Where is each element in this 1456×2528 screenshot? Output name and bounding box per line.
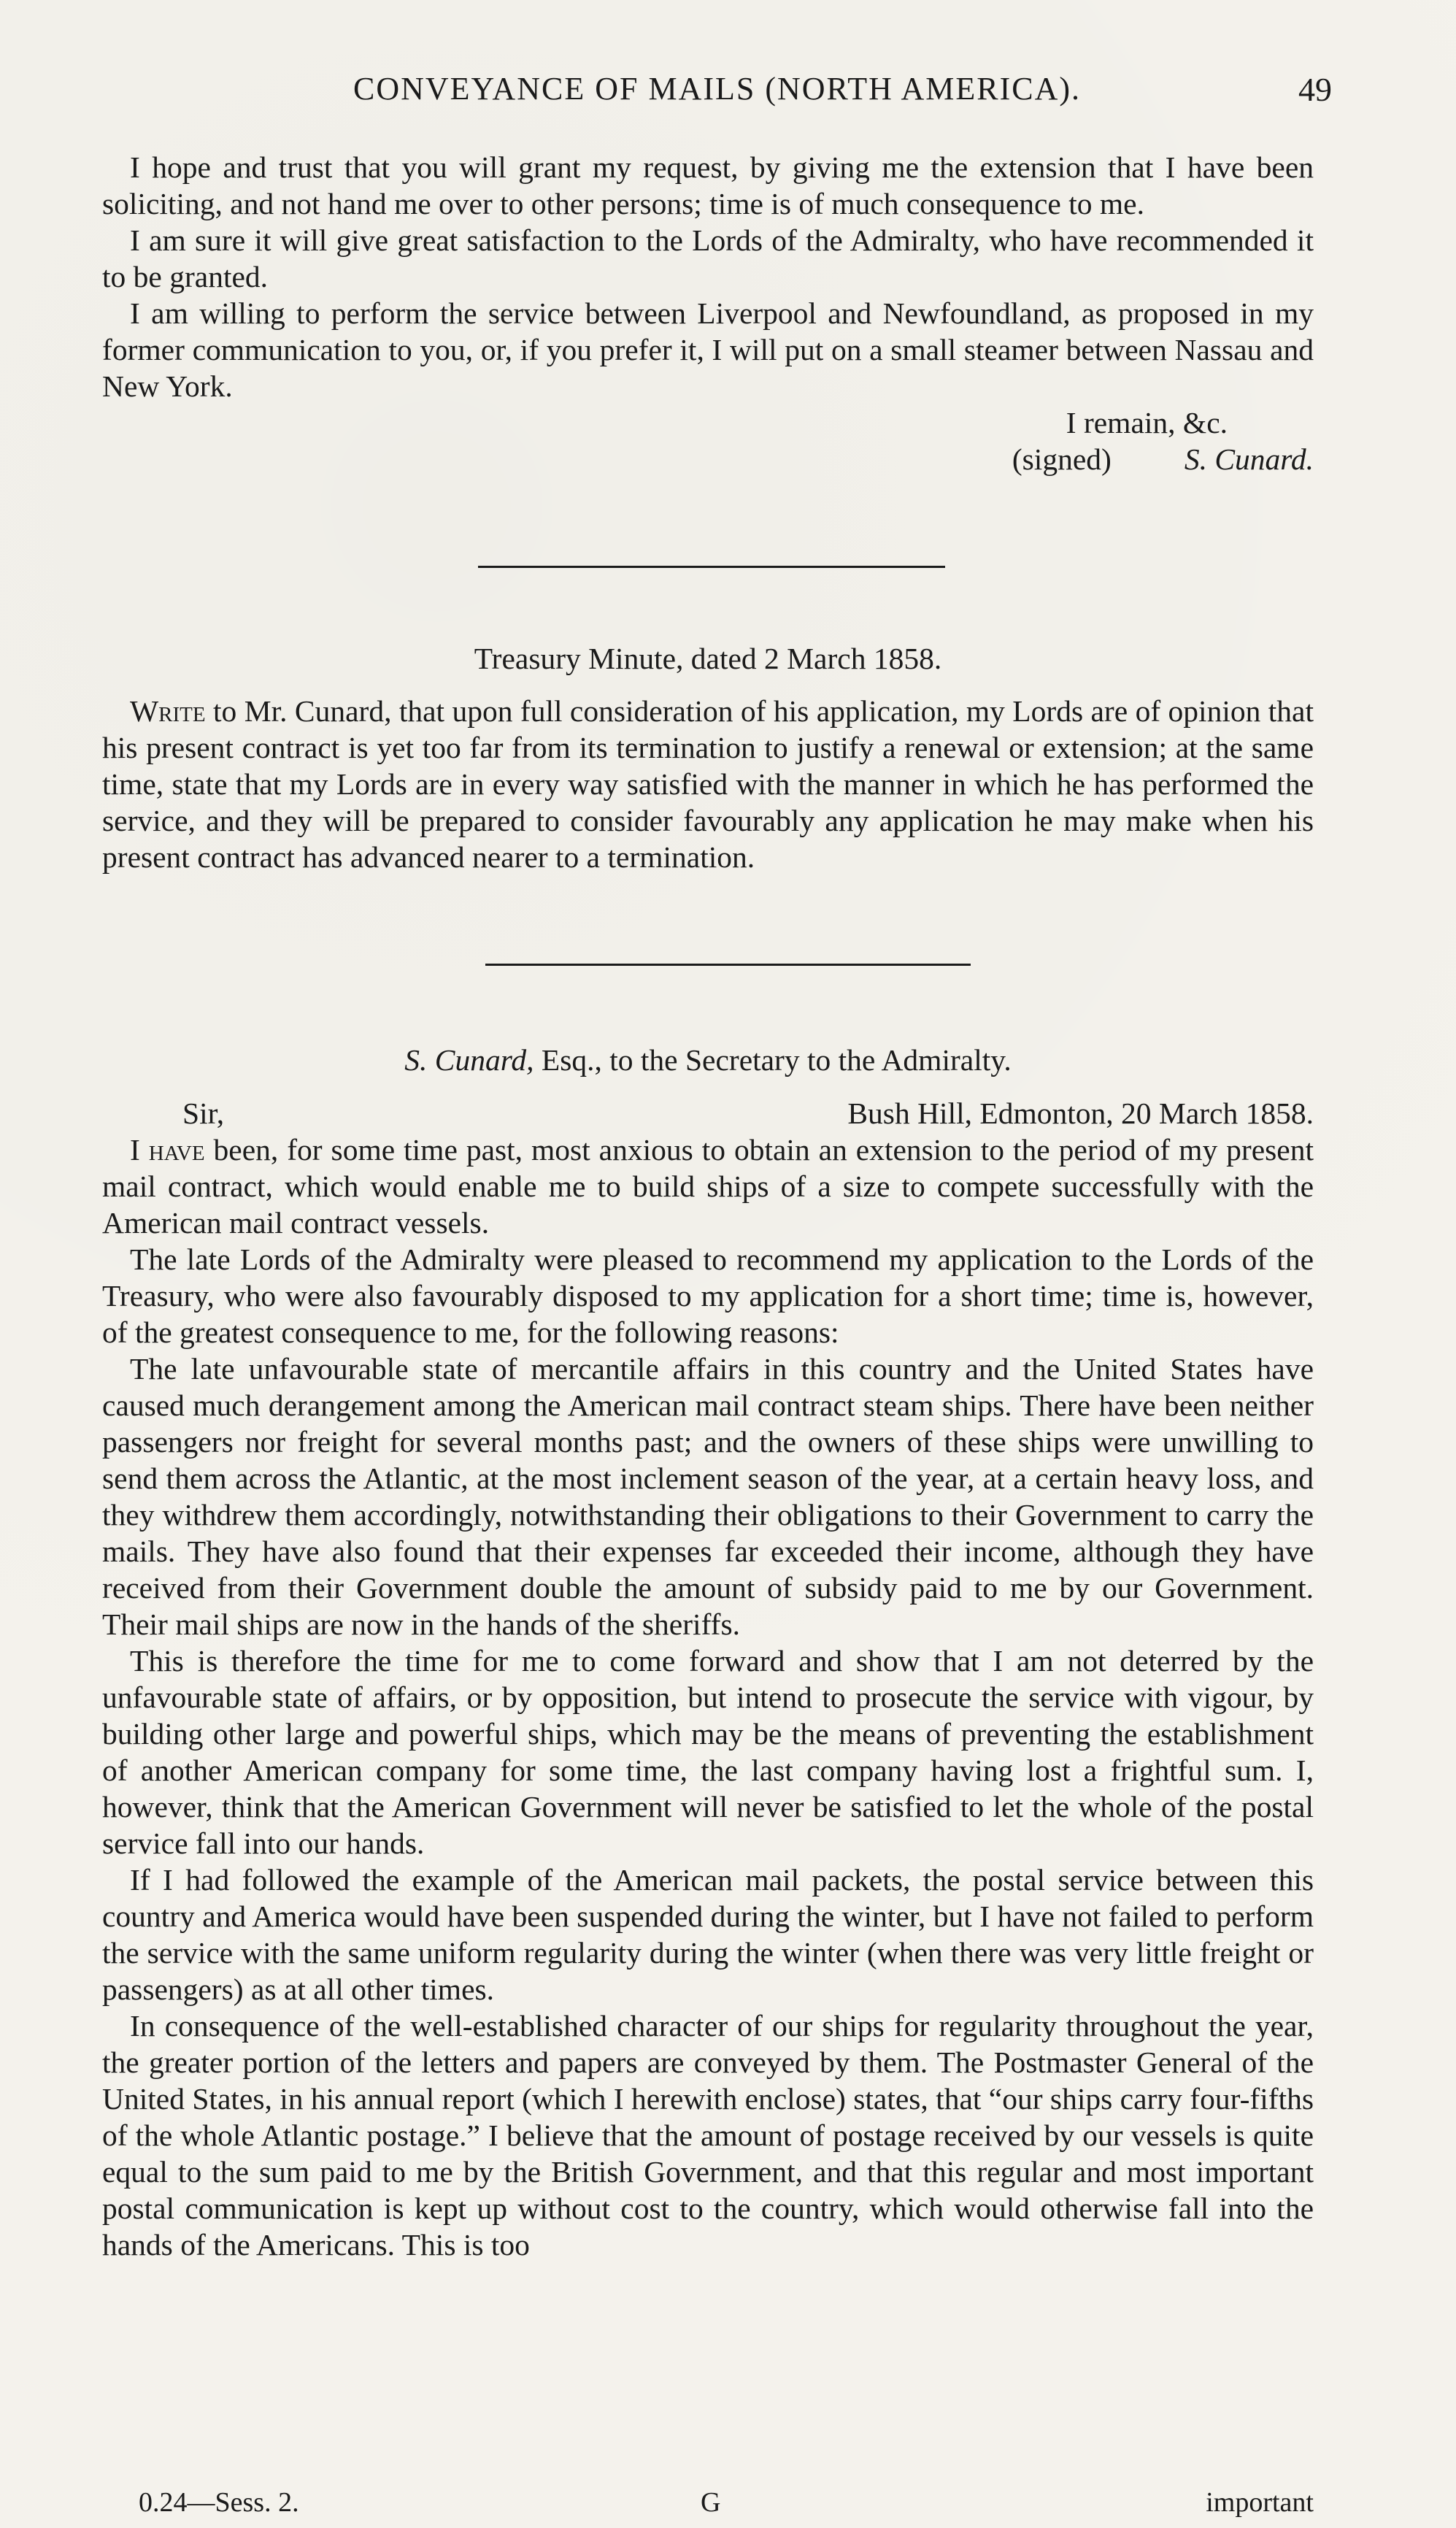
section-divider-1 bbox=[478, 566, 945, 568]
first-word-prefix: I bbox=[130, 1133, 149, 1167]
signature-name: S. Cunard. bbox=[1184, 442, 1314, 476]
letter2-paragraph-4: This is therefore the time for me to come forward and show that I am not deterred by the unfavourable state of affairs, or by opposition, but intend to prosecute the service with vigour, by building other large and powerful ships, which may be the means of preventing the establishment of another American company for some time, the last company having lost a frightful sum. I, however, think that the American Government will never be satisfied to let the whole of the postal service fall into our hands. bbox=[102, 1644, 1314, 1860]
closing-remain: I remain, &c. bbox=[1066, 406, 1228, 439]
minute-first-word: Write bbox=[130, 694, 206, 728]
salutation: Sir, bbox=[182, 1096, 225, 1130]
letter1-paragraph-2: I am sure it will give great satisfaction to the Lords of the Admiralty, who have recommended it to be granted. bbox=[102, 223, 1314, 293]
running-title: CONVEYANCE OF MAILS (NORTH AMERICA). bbox=[353, 71, 1082, 107]
letter2-paragraph-6: In consequence of the well-established character of our ships for regularity throughout the year, the greater portion of the letters and papers are conveyed by them. The Postmaster General of the United States, in his annual report (which I herewith enclose) states, that “our ships carry four-fifths of the whole Atlantic postage.” I believe that the amount of postage received by our vessels is quite equal to the sum paid to me by the British Government, and that this regular and most important postal communication is kept up without cost to the country, which would otherwise fall into the hands of the Americans. This is too bbox=[102, 2009, 1314, 2262]
signature-line bbox=[102, 441, 1314, 477]
minute-paragraph bbox=[102, 693, 1314, 875]
letter2-heading-name: S. Cunard, bbox=[404, 1043, 534, 1077]
letter2-paragraph-3: The late unfavourable state of mercantile affairs in this country and the United States have caused much derangement among the American mail contract steam ships. There have been neither passengers nor freight for several months past; and the owners of these ships were unwilling to send them across the Atlantic, at the most inclement season of the year, at a certain heavy loss, and they withdrew them accordingly, notwithstanding their obligations to their Government to carry the mails. They have also found that their expenses far exceeded their income, although they have received from their Government double the amount of subsidy paid to me by our Government. Their mail ships are now in the hands of the sheriffs. bbox=[102, 1352, 1314, 1641]
section-divider-2 bbox=[485, 964, 971, 966]
first-para-rest: been, for some time past, most anxious to obtain an extension to the period of my present mail contract, which would enable me to build ships of a size to compete successfully with the American mail contract vessels. bbox=[102, 1133, 1314, 1240]
treasury-minute bbox=[102, 693, 1314, 875]
cunard-letter bbox=[102, 1095, 1314, 2263]
signed-label: (signed) bbox=[1012, 442, 1112, 476]
closing-line bbox=[102, 404, 1314, 441]
letter1-paragraph-3: I am willing to perform the service between Liverpool and Newfoundland, as proposed in my former communication to you, or, if you prefer it, I will put on a small steamer between Nassau and New York. bbox=[102, 296, 1314, 403]
page-number: 49 bbox=[1298, 71, 1332, 108]
first-word-smallcaps: have bbox=[148, 1133, 205, 1167]
letter2-heading-rest: Esq., to the Secretary to the Admiralty. bbox=[534, 1043, 1012, 1077]
address-date: Bush Hill, Edmonton, 20 March 1858. bbox=[847, 1096, 1314, 1130]
sheet-mark: G bbox=[701, 2487, 721, 2518]
address-line bbox=[102, 1095, 1314, 1132]
page-header bbox=[102, 70, 1332, 123]
letter2-paragraph-1 bbox=[102, 1132, 1314, 1241]
letter2-paragraph-2: The late Lords of the Admiralty were pleased to recommend my application to the Lords of the Treasury, who were also favourably disposed to my application for a short time; time is, however, of the greatest consequence to me, for the following reasons: bbox=[102, 1242, 1314, 1349]
letter2-heading bbox=[102, 1042, 1314, 1078]
signature-mark: 0.24—Sess. 2. bbox=[139, 2487, 299, 2518]
letter2-paragraph-5: If I had followed the example of the American mail packets, the postal service between this country and America would have been suspended during the winter, but I have not failed to perform the service with the same uniform regularity during the winter (when there was very little freight or passengers) as at all other times. bbox=[102, 1863, 1314, 2006]
catchword: important bbox=[1206, 2487, 1314, 2518]
minute-body: to Mr. Cunard, that upon full consideration of his application, my Lords are of opinion that his present contract is yet too far from its termination to justify a renewal or extension; at the same time, state that my Lords are in every way satisfied with the manner in which he has performed the service, and they will be prepared to consider favourably any application he may make when his present contract has advanced nearer to a termination. bbox=[102, 694, 1314, 874]
letter-continuation bbox=[102, 149, 1314, 477]
minute-heading: Treasury Minute, dated 2 March 1858. bbox=[474, 642, 942, 675]
letter1-paragraph-1: I hope and trust that you will grant my request, by giving me the extension that I have been soliciting, and not hand me over to other persons; time is of much consequence to me. bbox=[102, 150, 1314, 220]
